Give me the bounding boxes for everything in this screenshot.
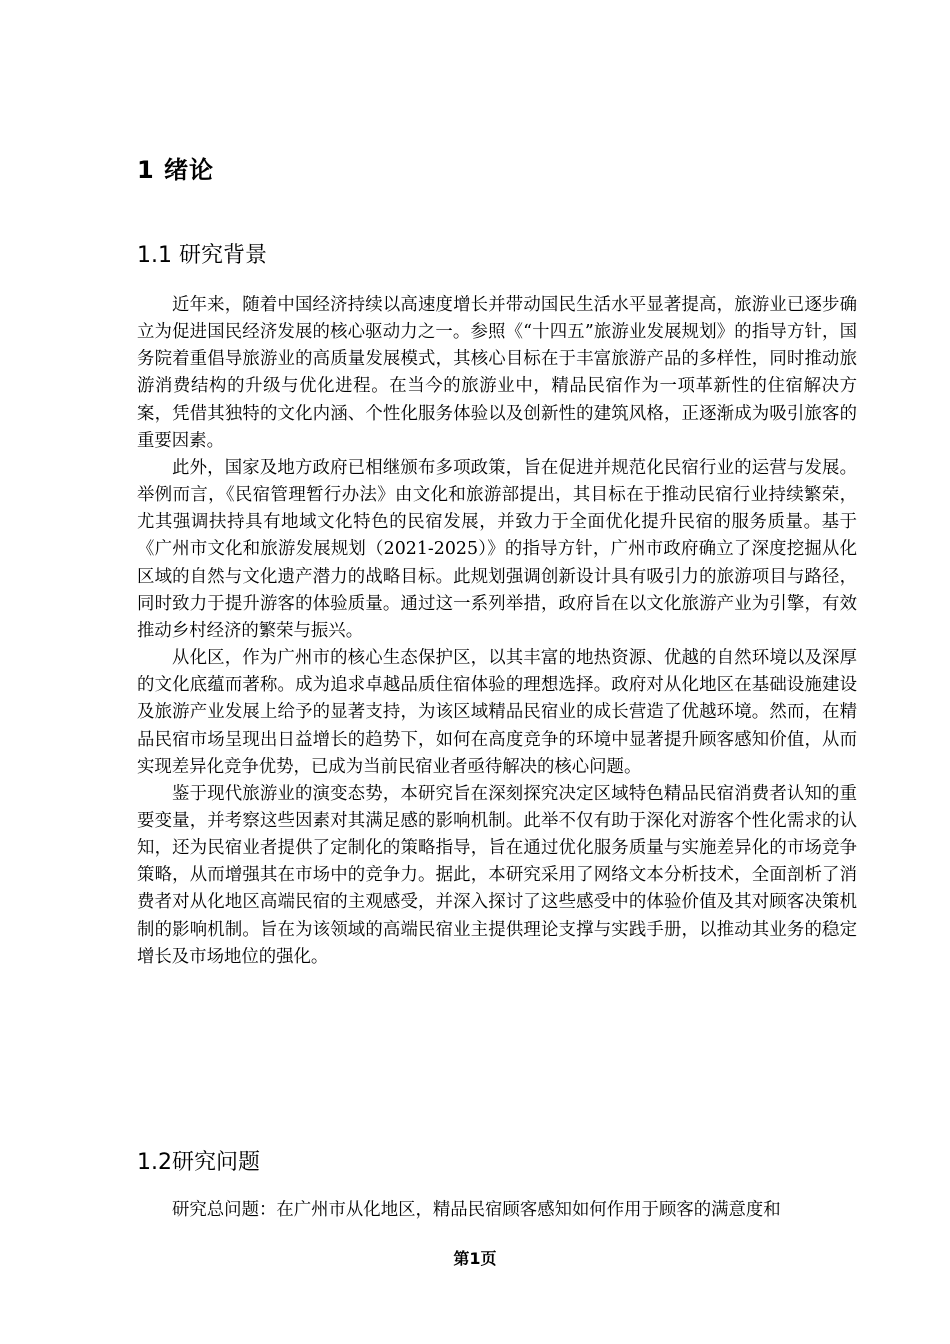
section-body-research-question xyxy=(137,1197,857,1224)
page-number: 第1页 xyxy=(453,1249,497,1268)
paragraph: 此外，国家及地方政府已相继颁布多项政策，旨在促进并规范化民宿行业的运营与发展。举例而言，《民宿管理暂行办法》由文化和旅游部提出，其目标在于推动民宿行业持续繁荣，尤其强调扶持具有地域文化特色的民宿发展，并致力于全面优化提升民宿的服务质量。基于《广州市文化和旅游发展规划（2021-2025）》的指导方针，广州市政府确立了深度挖掘从化区域的自然与文化遗产潜力的战略目标。此规划强调创新设计具有吸引力的旅游项目与路径，同时致力于提升游客的体验质量。通过这一系列举措，政府旨在以文化旅游产业为引擎，有效推动乡村经济的繁荣与振兴。 xyxy=(137,457,857,641)
section-heading-research-question: 1.2研究问题 xyxy=(137,1150,260,1175)
paragraph: 鉴于现代旅游业的演变态势，本研究旨在深刻探究决定区域特色精品民宿消费者认知的重要变量，并考察这些因素对其满足感的影响机制。此举不仅有助于深化对游客个性化需求的认知，还为民宿业者提供了定制化的策略指导，旨在通过优化服务质量与实施差异化的市场竞争策略，从而增强其在市场中的竞争力。据此，本研究采用了网络文本分析技术，全面剖析了消费者对从化地区高端民宿的主观感受，并深入探讨了这些感受中的体验价值及其对顾客决策机制的影响机制。旨在为该领域的高端民宿业主提供理论支撑与实践手册，以推动其业务的稳定增长及市场地位的强化。 xyxy=(137,783,857,967)
chapter-title: 1 绪论 xyxy=(137,156,215,184)
section-heading-background: 1.1 研究背景 xyxy=(137,243,267,268)
section-body-background xyxy=(137,292,857,971)
paragraph: 近年来，随着中国经济持续以高速度增长并带动国民生活水平显著提高，旅游业已逐步确立为促进国民经济发展的核心驱动力之一。参照《“十四五”旅游业发展规划》的指导方针，国务院着重倡导旅游业的高质量发展模式，其核心目标在于丰富旅游产品的多样性，同时推动旅游消费结构的升级与优化进程。在当今的旅游业中，精品民宿作为一项革新性的住宿解决方案，凭借其独特的文化内涵、个性化服务体验以及创新性的建筑风格，正逐渐成为吸引旅客的重要因素。 xyxy=(137,295,857,451)
paragraph: 从化区，作为广州市的核心生态保护区，以其丰富的地热资源、优越的自然环境以及深厚的文化底蕴而著称。成为追求卓越品质住宿体验的理想选择。政府对从化地区在基础设施建设及旅游产业发展上给予的显著支持，为该区域精品民宿业的成长营造了优越环境。然而，在精品民宿市场呈现出日益增长的趋势下，如何在高度竞争的环境中显著提升顾客感知价值，从而实现差异化竞争优势，已成为当前民宿业者亟待解决的核心问题。 xyxy=(137,648,857,777)
paragraph: 研究总问题：在广州市从化地区，精品民宿顾客感知如何作用于顾客的满意度和 xyxy=(172,1200,781,1220)
